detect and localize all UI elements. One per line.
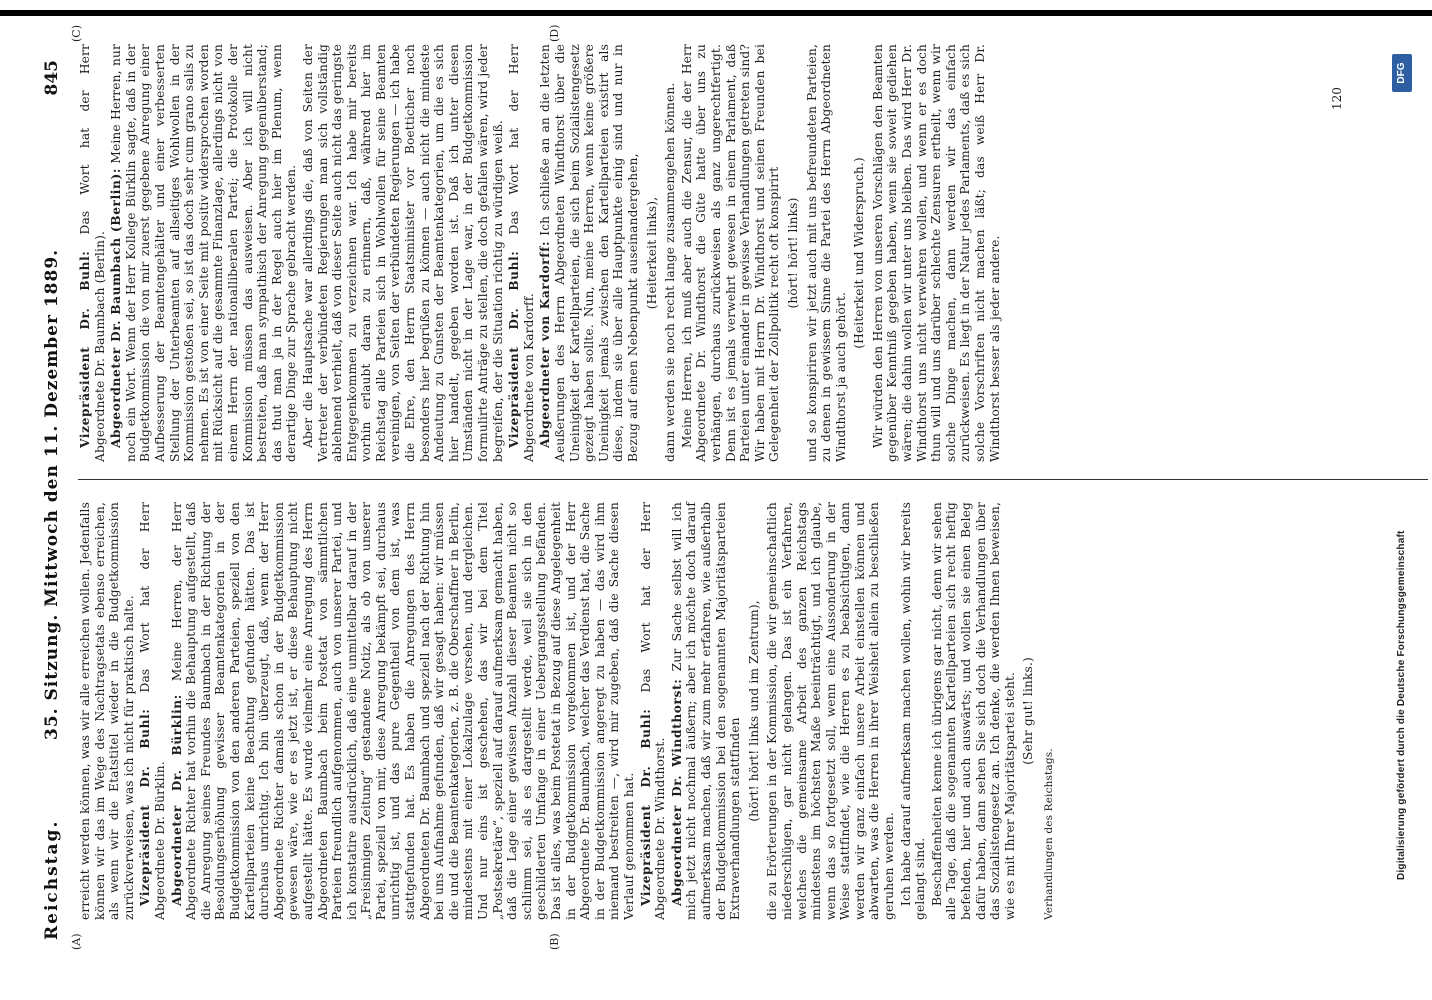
speaker-name: Abgeordneter Dr. Baumbach (Berlin): (109, 168, 124, 448)
interjection: (Sehr gut! links.) (1021, 657, 1036, 765)
header-title: 35. Sitzung. Mittwoch den 11. Dezember 1889. (42, 248, 62, 740)
speech-paragraph (639, 502, 668, 920)
speaker-name: Abgeordneter von Kardorff: (538, 240, 553, 448)
text-paragraph: Beschaffenheiten kenne ich übrigens gar nicht, denn wir sehen alle Tage, daß die sogenannten Kartellparteien sich recht heftig befehden, hier und auch auswärts; und wollen sie einen Beleg dafür haben, dann sehen Sie sich doch die Verhandlungen über das Sozialistengesetz an. Ich denke, die werden Ihnen beweisen, wie es mit Ihrer Majoritätspartei steht. (929, 502, 1017, 920)
speaker-name: Vizepräsident Dr. Buhl: (507, 250, 522, 448)
margin-mark-d: (D) (548, 24, 561, 42)
speech-text: Das Wort hat der Herr Abgeordnete von Kardorff. (507, 44, 536, 462)
text-paragraph: und so konspiriren wir jetzt auch mit uns befreundeten Parteien, zu denen in gewissem Sinne die Partei des Herrn Abgeordneten Windthorst ja auch gehört. (804, 44, 848, 462)
speech-text: Das Wort hat der Herr Abgeordnete Dr. Windthorst. (638, 502, 668, 920)
right-text-column (78, 44, 1004, 462)
speech-text: Zur Sache selbst will ich mich jetzt nicht nochmal äußern; aber ich möchte doch darauf aufmerksam machen, daß wir zum mehr erfahren, wie außerhalb der Budgetkommission bei den sogenannten Majoritätsparteien Extraverhandlungen stattfinden (669, 502, 743, 920)
header-left: Reichstag. (42, 819, 62, 940)
interjection: (hört! hört! links und im Zentrum), (746, 600, 761, 822)
margin-mark-c: (C) (70, 25, 83, 42)
speech-paragraph (170, 502, 637, 920)
margin-mark-a: (A) (70, 933, 83, 950)
text-paragraph: dann werden sie noch recht lange zusammengehen können. (663, 82, 678, 462)
margin-mark-b: (B) (548, 933, 561, 950)
page-number: 845 (42, 60, 62, 96)
text-paragraph: Meine Herren, ich muß aber auch die Zensur, die der Herr Abgeordnete Dr. Windthorst die Güte hatte über uns zu verhängen, durchaus zurückweisen als ganz ungerechtfertigt. Denn ist es jemals verwehrt gewesen in einem Parlament, daß Parteien unter einander in gewisse Verhandlungen getreten sind? Wir haben mit Herrn Dr. Windthorst und seinen Freunden bei Gelegenheit der Zollpolitik recht oft konspirirt (679, 44, 782, 462)
speech-text: Das Wort hat der Herr Abgeordnete Dr. Bürklin. (138, 502, 167, 920)
speaker-name: Vizepräsident Dr. Buhl: (638, 708, 653, 906)
speech-paragraph (538, 44, 640, 462)
speech-paragraph (138, 502, 167, 920)
left-text-column (78, 502, 1059, 920)
interjection: (hört! hört! links) (785, 197, 800, 309)
speech-paragraph (670, 502, 743, 920)
folio-number: 120 (1330, 87, 1344, 110)
text-paragraph: Ich habe darauf aufmerksam machen wollen, wohin wir bereits gelangt sind. (898, 502, 928, 920)
speech-text: Meine Herren, nur noch ein Wort. Wenn der Herr Kollege Bürklin sagte, daß in der Budgetkommission die von mir zuerst gegebene Anregung einer Aufbesserung der Beamtengehälter und einer verbesserten Stellung der Unterbeamten auf allseitiges Wohlwollen in der Kommission gestoßen sei, so ist das doch sehr cum grano salis zu nehmen. Es ist von einer Seite mit positiv widersprochen worden mit Rücksicht auf die gesammte Finanzlage, allerdings nicht von einem Herrn der nationalliberalen Partei; die Protokolle der Kommission müssen das ausweisen. Aber ich will nicht bestreiten, daß man sympathisch der Anregung gegenüberstand; das thut man ja in der Regel auch hier im Plenum, wenn derartige Dinge zur Sprache gebracht werden. (109, 44, 299, 462)
text-paragraph: erreicht werden können, was wir alle erreichen wollen. Jedenfalls können wir das im Wege des Nachtragsetats ebenso erreichen, als wenn wir die Etatstitel wieder in die Budgetkommission zurückverweisen, was ich nicht für praktisch halte. (78, 502, 136, 920)
dfg-logo: DFG (1392, 54, 1412, 92)
digitization-note: Digitalisierung gefördert durch die Deutsche Forschungsgemeinschaft (1396, 530, 1407, 880)
speaker-name: Abgeordneter Dr. Bürklin: (169, 694, 184, 906)
speech-paragraph (109, 44, 299, 462)
speech-paragraph (507, 44, 536, 462)
footer-note: Verhandlungen des Reichstags. (1043, 748, 1055, 920)
speech-text: Meine Herren, der Herr Abgeordnete Richter hat vorhin die Behauptung aufgestellt, daß die Anregung seines Freundes Baumbach in der Richtung der Besoldungserhöhung gewisser Beamtenkategorien in der Budgetkommission von den anderen Parteien, speziell von den Kartellparteien keine Beachtung gefunden hätten. Das ist durchaus unrichtig. Ich bin überzeugt, daß, wenn der Herr Abgeordnete Richter damals schon in der Budgetkommission gewesen wäre, wie er es jetzt ist, er diese Behauptung nicht aufgestellt hätte. Es wurde vielmehr eine Anregung des Herrn Abgeordneten Baumbach beim Postetat von sämmtlichen Parteien freundlich aufgenommen, auch von unserer Partei, und ich konstatire ausdrücklich, daß eine unmittelbar darauf in der „Freisinnigen Zeitung“ gestandene Notiz, als ob von unserer Partei, speziell von mir, diese Anregung bekämpft sei, durchaus unrichtig ist, und das pure Gegentheil von dem ist, was stattgefunden hat. Es haben die Anregungen des Herrn Abgeordneten Dr. Baumbach und speziell nach der Richtung hin bei uns Aufnahme gefunden, daß wir gesagt haben: wir müssen die und die Beamtenkategorien, z. B. die Oberschaffner in Berlin, mindestens mit einer Lokalzulage versehen, und dergleichen. Und nur eins ist geschehen, das wir bei dem Titel „Postsekretäre“, speziell auf darauf aufmerksam gemacht haben, daß die Lage einer gewissen Anzahl dieser Beamten nicht so schlimm sei, als es dargestellt werde, weil sie sich in den geschilderten Umfange in einer Uebergangsstellung befänden. Das ist alles, was beim Postetat in Bezug auf diese Angelegenheit in der Budgetkommission vorgekommen ist, und der Herr Abgeordnete Dr. Baumbach, welcher das Verdienst hat, die Sache in der Budgetkommission angeregt zu haben — das wird ihm niemand bestreiten —, wird mir zugeben, daß die Sache diesen Verlauf genommen hat. (169, 502, 636, 920)
interjection: (Heiterkeit links), (644, 196, 659, 310)
speech-text: Ich schließe an an die letzten Aeußerungen des Herrn Abgeordneten Windthorst über die Uneinigkeit der Kartellparteien, die sich beim Sozialistengesetz gezeigt haben sollte. Nun, meine Herren, wenn keine größere Uneinigkeit jemals zwischen den Kartellparteien existirt als diese, indem sie über alle Hauptpunkte einig sind und nur in Bezug auf einen Nebenpunkt auseinandergehen, (538, 44, 640, 462)
page-header (42, 60, 72, 940)
speaker-name: Abgeordneter Dr. Windthorst: (669, 678, 684, 906)
text-paragraph: die zu Erörterungen in der Kommission, die wir gemeinschaftlich niederschlügen, gar nicht gelangen. Das ist ein Verfahren, welches die gemeinsame Arbeit des ganzen Reichstags mindestens im höchsten Maße beeinträchtigt, und ich glaube, wenn das so fortgesetzt soll, wenn eine Aussonderung in der Weise stattfindet, wie die Herren es zu beabsichtigen, dann werden wir ganz einfach unsere Arbeit einstellen können und abwarten, was die Herren in ihrer Weisheit allein zu beschließen geruhen werden. (765, 502, 897, 920)
text-paragraph: Aber die Hauptsache war allerdings die, daß von Seiten der Vertreter der verbündeten Regierungen man sich vollständig ablehnend verhielt, daß von dieser Seite auch nicht das geringste Entgegenkommen zu verzeichnen war. Ich habe mir bereits vorhin erlaubt daran zu erinnern, daß, während hier im Reichstag alle Parteien sich in Wohlwollen für seine Beamten vereinigen, von Seiten der verbündeten Regierungen — ich habe die Ehre, den Herrn Staatsminister vor Boetticher noch besonders hier begrüßen zu können — auch nicht die mindeste Andeutung zu Gunsten der Beamtenkategorien, um die es sich hier handelt, gegeben worden ist. Daß ich unter diesen Umständen nicht in der Lage war, in der Budgetkommission formulirte Anträge zu stellen, die doch gefallen wären, wird jeder begreifen, der die Situation richtig zu würdigen weiß. (300, 44, 505, 462)
text-paragraph: Wir würden den Herren von unseren Vorschlägen den Beamten gegenüber Kenntniß gegeben haben, wenn sie soweit gediehen wären; die dahin wollen wir unter uns bleiben. Das wird Herr Dr. Windthorst uns nicht verwehren wollen, und wenn er es doch thun will und uns darüber schlechte Zensuren ertheilt, wenn wir solche Dinge machen, dann werden wir das einfach zurückweisen. Es liegt in der Natur jedes Parlaments, daß es sich solche Vorschriften nicht machen läßt; das weiß Herr Dr. Windthorst besser als jeder andere. (870, 44, 1002, 462)
speaker-name: Vizepräsident Dr. Buhl: (78, 250, 92, 448)
scan-edge (0, 10, 1432, 16)
column-divider (78, 479, 1428, 480)
interjection: (Heiterkeit und Widerspruch.) (852, 157, 867, 349)
speech-paragraph (78, 44, 107, 462)
speaker-name: Vizepräsident Dr. Buhl: (138, 708, 153, 906)
speech-text: Das Wort hat der Herr Abgeordnete Dr. Baumbach (Berlin). (78, 44, 107, 462)
